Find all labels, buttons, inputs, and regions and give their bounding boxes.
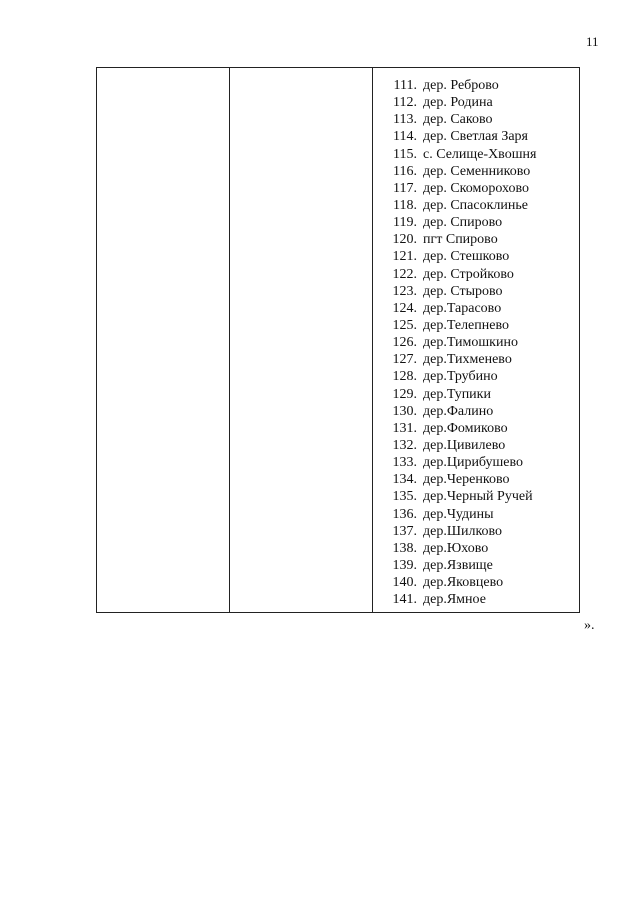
- settlement-name: дер.Ямное: [423, 592, 486, 608]
- settlement-name: дер. Саково: [423, 112, 493, 128]
- item-number: 128.: [392, 369, 417, 385]
- list-item: [379, 180, 573, 197]
- item-number: 115.: [393, 146, 417, 162]
- list-item: [379, 283, 573, 300]
- settlement-name: дер. Спасоклинье: [423, 197, 528, 213]
- list-item: [379, 94, 573, 111]
- item-number: 136.: [392, 506, 417, 522]
- item-number: 141.: [392, 592, 417, 608]
- list-item: [379, 300, 573, 317]
- item-number: 112.: [393, 95, 417, 111]
- item-number: 127.: [392, 352, 417, 368]
- list-item: [379, 471, 573, 488]
- settlement-name: пгт Спирово: [423, 232, 498, 248]
- item-number: 132.: [392, 437, 417, 453]
- settlement-name: дер.Телепнево: [423, 317, 509, 333]
- settlement-name: дер.Черный Ручей: [423, 489, 533, 505]
- item-number: 126.: [392, 335, 417, 351]
- list-item: [379, 214, 573, 231]
- item-number: 113.: [393, 112, 417, 128]
- settlement-name: дер.Фомиково: [423, 420, 508, 436]
- list-item: [379, 574, 573, 591]
- list-item: [379, 488, 573, 505]
- settlement-name: дер. Светлая Заря: [423, 129, 528, 145]
- list-item: [379, 386, 573, 403]
- list-item: [379, 591, 573, 608]
- item-number: 123.: [392, 283, 417, 299]
- item-number: 134.: [392, 472, 417, 488]
- item-number: 118.: [393, 197, 417, 213]
- list-item: [379, 317, 573, 334]
- list-item: [379, 163, 573, 180]
- settlement-name: дер. Стешково: [423, 249, 510, 265]
- list-item: [379, 197, 573, 214]
- settlement-list: [379, 77, 573, 608]
- settlement-name: дер.Яковцево: [423, 575, 504, 591]
- settlement-name: дер.Черенково: [423, 472, 510, 488]
- item-number: 114.: [393, 129, 417, 145]
- item-number: 130.: [392, 403, 417, 419]
- item-number: 116.: [393, 163, 417, 179]
- list-item: [379, 111, 573, 128]
- settlement-name: дер. Спирово: [423, 215, 503, 231]
- item-number: 122.: [392, 266, 417, 282]
- settlement-name: дер.Цирибушево: [423, 455, 524, 471]
- list-item: [379, 540, 573, 557]
- column-divider-2: [372, 68, 373, 612]
- list-item: [379, 334, 573, 351]
- settlement-name: дер.Тупики: [423, 386, 491, 402]
- settlement-name: дер.Фалино: [423, 403, 494, 419]
- item-number: 121.: [392, 249, 417, 265]
- item-number: 138.: [392, 540, 417, 556]
- list-item: [379, 557, 573, 574]
- closing-quote-mark: ».: [584, 618, 595, 633]
- list-item: [379, 454, 573, 471]
- list-item: [379, 128, 573, 145]
- page-number: 11: [586, 34, 599, 49]
- settlement-name: дер. Родина: [423, 95, 493, 111]
- list-item: [379, 420, 573, 437]
- item-number: 119.: [393, 215, 417, 231]
- settlement-name: дер.Язвище: [423, 557, 493, 573]
- list-item: [379, 248, 573, 265]
- settlement-name: дер. Скоморохово: [423, 180, 529, 196]
- item-number: 135.: [392, 489, 417, 505]
- settlement-name: дер. Стройково: [423, 266, 514, 282]
- settlement-name: дер.Тимошкино: [423, 335, 518, 351]
- item-number: 140.: [392, 575, 417, 591]
- column-divider-1: [229, 68, 230, 612]
- list-item: [379, 231, 573, 248]
- settlement-name: дер.Тихменево: [423, 352, 512, 368]
- settlement-name: дер. Стырово: [423, 283, 503, 299]
- item-number: 137.: [392, 523, 417, 539]
- settlement-name: дер.Шилково: [423, 523, 503, 539]
- settlement-name: дер.Тарасово: [423, 300, 502, 316]
- list-item: [379, 437, 573, 454]
- settlement-name: дер.Цивилево: [423, 437, 506, 453]
- list-item: [379, 266, 573, 283]
- settlement-name: дер.Юхово: [423, 540, 489, 556]
- item-number: 111.: [393, 78, 417, 93]
- item-number: 124.: [392, 300, 417, 316]
- item-number: 117.: [393, 180, 417, 196]
- list-item: [379, 506, 573, 523]
- list-item: [379, 351, 573, 368]
- item-number: 125.: [392, 317, 417, 333]
- item-number: 120.: [392, 232, 417, 248]
- item-number: 131.: [392, 420, 417, 436]
- settlement-name: дер. Семенниково: [423, 163, 531, 179]
- item-number: 133.: [392, 455, 417, 471]
- list-item: [379, 146, 573, 163]
- item-number: 129.: [392, 386, 417, 402]
- item-number: 139.: [392, 557, 417, 573]
- settlement-name: дер.Трубино: [423, 369, 498, 385]
- list-item: [379, 368, 573, 385]
- settlement-name: дер.Чудины: [423, 506, 494, 522]
- list-item: [379, 77, 573, 94]
- settlements-table: [96, 67, 580, 613]
- list-item: [379, 403, 573, 420]
- settlement-name: дер. Реброво: [423, 78, 499, 93]
- settlement-name: с. Селище-Хвошня: [423, 146, 537, 162]
- list-item: [379, 523, 573, 540]
